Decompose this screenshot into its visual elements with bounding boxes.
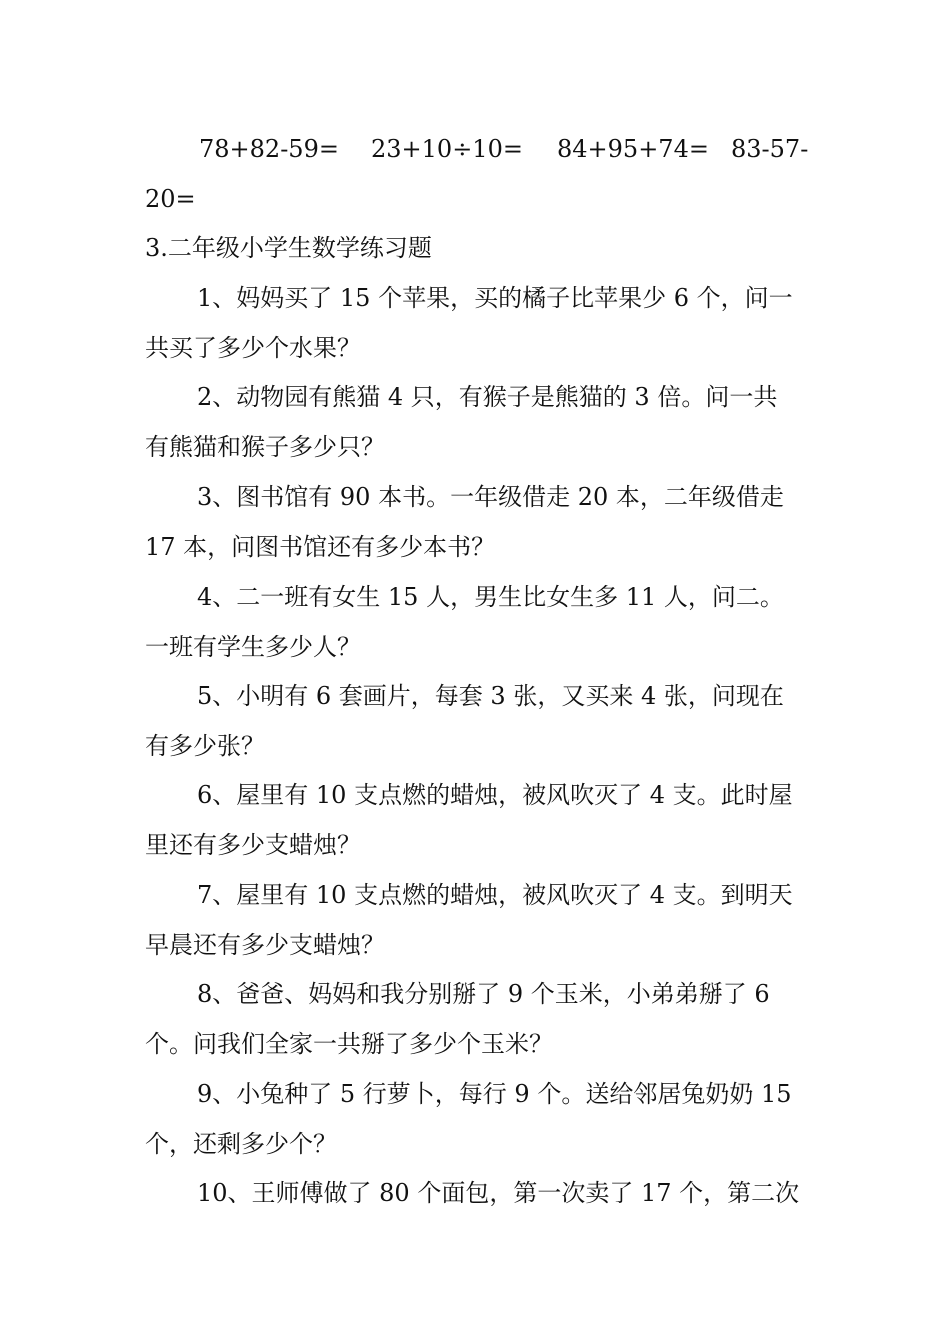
problem-8-line-2: 个。问我们全家一共掰了多少个玉米？ [145, 1030, 553, 1058]
problem-1-line-1: 1、妈妈买了 15 个苹果，买的橘子比苹果少 6 个，问一 [197, 284, 793, 312]
problem-5-line-2: 有多少张？ [145, 732, 265, 760]
problem-5-line-1: 5、小明有 6 套画片，每套 3 张，又买来 4 张，问现在 [197, 682, 784, 710]
equation-4-continued: 20= [145, 185, 196, 213]
equation-2: 23+10÷10= [371, 135, 523, 163]
problem-1-line-2: 共买了多少个水果？ [145, 334, 361, 362]
problem-4-line-2: 一班有学生多少人？ [145, 633, 361, 661]
problem-3-line-2: 17 本，问图书馆还有多少本书？ [145, 533, 496, 561]
problem-3-line-1: 3、图书馆有 90 本书。一年级借走 20 本，二年级借走 [197, 483, 784, 511]
problem-7-line-1: 7、屋里有 10 支点燃的蜡烛，被风吹灭了 4 支。到明天 [197, 881, 793, 909]
problem-10-line-1: 10、王师傅做了 80 个面包，第一次卖了 17 个，第二次 [197, 1179, 800, 1207]
problem-6-line-1: 6、屋里有 10 支点燃的蜡烛，被风吹灭了 4 支。此时屋 [197, 781, 793, 809]
problem-2-line-1: 2、动物园有熊猫 4 只，有猴子是熊猫的 3 倍。问一共 [197, 383, 778, 411]
equation-1: 78+82-59= [199, 135, 339, 163]
problem-2-line-2: 有熊猫和猴子多少只？ [145, 433, 385, 461]
problem-6-line-2: 里还有多少支蜡烛？ [145, 831, 361, 859]
problem-7-line-2: 早晨还有多少支蜡烛？ [145, 931, 385, 959]
section-title: 3.二年级小学生数学练习题 [145, 234, 432, 262]
problem-8-line-1: 8、爸爸、妈妈和我分别掰了 9 个玉米，小弟弟掰了 6 [197, 980, 770, 1008]
problem-9-line-1: 9、小兔种了 5 行萝卜，每行 9 个。送给邻居兔奶奶 15 [197, 1080, 792, 1108]
equation-3: 84+95+74= [557, 135, 709, 163]
problem-4-line-1: 4、二一班有女生 15 人，男生比女生多 11 人，问二。 [197, 583, 784, 611]
equation-4: 83-57- [731, 135, 809, 163]
problem-9-line-2: 个，还剩多少个？ [145, 1130, 337, 1158]
